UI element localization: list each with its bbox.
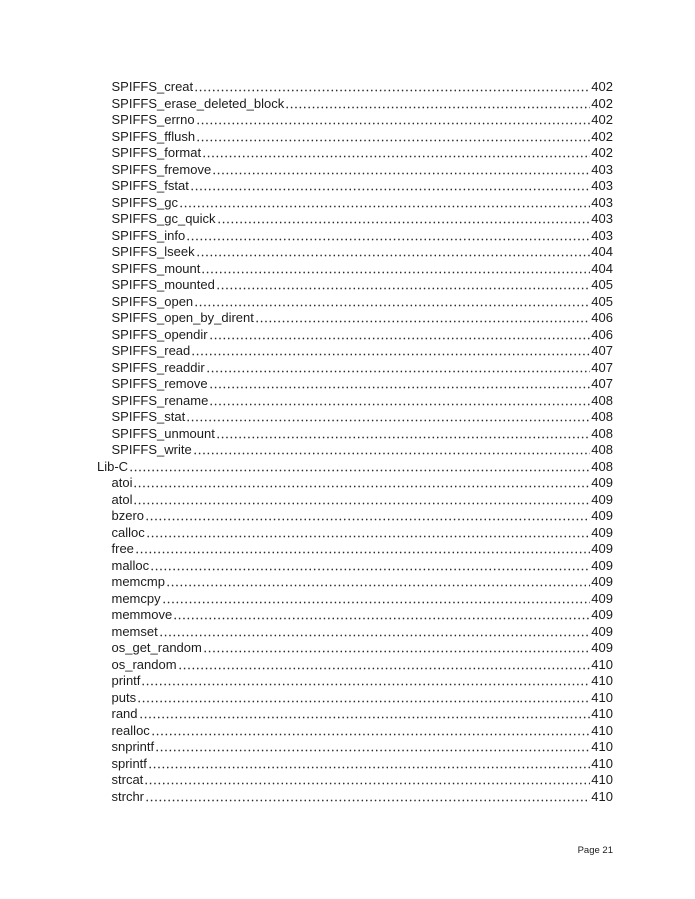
dot-leader: [255, 310, 590, 327]
toc-entry[interactable]: [97, 96, 613, 113]
toc-entry[interactable]: [97, 393, 613, 410]
toc-entry-label: SPIFFS_lseek: [111, 244, 195, 259]
table-of-contents: [97, 79, 613, 805]
toc-entry-label: os_random: [111, 656, 177, 672]
toc-entry-label: malloc: [111, 557, 150, 573]
toc-entry-page-number: 402: [591, 95, 613, 111]
toc-entry[interactable]: [97, 706, 613, 723]
toc-entry-page-number: 409: [591, 475, 613, 490]
toc-entry-page-number: 405: [591, 293, 613, 309]
toc-entry-label: atoi: [111, 475, 133, 490]
toc-entry-page-number: 403: [591, 161, 613, 177]
toc-entry-label: SPIFFS_rename: [111, 392, 209, 408]
toc-entry-label: memset: [111, 623, 158, 639]
dot-leader: [186, 409, 590, 426]
dot-leader: [145, 508, 590, 525]
toc-entry-page-number: 409: [591, 640, 613, 655]
toc-entry-label: SPIFFS_open_by_dirent: [111, 310, 254, 325]
toc-entry-page-number: 407: [591, 359, 613, 375]
toc-entry-page-number: 403: [591, 227, 613, 243]
dot-leader: [209, 376, 591, 393]
toc-entry-label: free: [111, 541, 134, 556]
toc-entry-label: SPIFFS_creat: [111, 79, 194, 94]
toc-entry-page-number: 410: [591, 788, 613, 804]
toc-entry[interactable]: [97, 409, 613, 426]
toc-entry-label: SPIFFS_fremove: [111, 161, 212, 177]
toc-entry[interactable]: [97, 739, 613, 756]
toc-entry-label: memcmp: [111, 574, 165, 589]
toc-entry-page-number: 403: [591, 178, 613, 193]
dot-leader: [129, 459, 590, 476]
dot-leader: [194, 79, 590, 96]
toc-entry-page-number: 408: [591, 409, 613, 424]
toc-entry[interactable]: [97, 657, 613, 674]
dot-leader: [144, 772, 590, 789]
toc-entry[interactable]: [97, 129, 613, 146]
toc-entry-page-number: 407: [591, 343, 613, 358]
dot-leader: [133, 475, 590, 492]
toc-entry[interactable]: [97, 673, 613, 690]
toc-entry[interactable]: [97, 228, 613, 245]
toc-entry-page-number: 406: [591, 310, 613, 325]
toc-entry-label: SPIFFS_fstat: [111, 178, 189, 193]
toc-entry[interactable]: [97, 492, 613, 509]
toc-entry[interactable]: [97, 195, 613, 212]
dot-leader: [216, 277, 590, 294]
toc-entry-label: printf: [111, 673, 141, 688]
toc-entry-page-number: 406: [591, 326, 613, 342]
toc-entry-page-number: 402: [591, 112, 613, 127]
toc-entry-page-number: 410: [591, 673, 613, 688]
toc-entry-page-number: 404: [591, 260, 613, 276]
toc-entry-label: calloc: [111, 524, 145, 540]
toc-entry[interactable]: [97, 624, 613, 641]
dot-leader: [212, 162, 590, 179]
toc-entry-label: sprintf: [111, 755, 147, 771]
toc-entry-label: SPIFFS_errno: [111, 112, 195, 127]
toc-entry[interactable]: [97, 178, 613, 195]
dot-leader: [209, 327, 591, 344]
toc-entry[interactable]: [97, 723, 613, 740]
dot-leader: [173, 607, 590, 624]
toc-entry-page-number: 409: [591, 541, 613, 556]
toc-entry-page-number: 408: [591, 458, 613, 474]
toc-entry-page-number: 410: [591, 755, 613, 771]
toc-entry-label: memcpy: [111, 590, 161, 606]
toc-entry[interactable]: [97, 162, 613, 179]
dot-leader: [141, 673, 590, 690]
dot-leader: [148, 756, 590, 773]
dot-leader: [201, 261, 590, 278]
toc-entry[interactable]: [97, 607, 613, 624]
dot-leader: [150, 558, 590, 575]
toc-entry[interactable]: [97, 310, 613, 327]
toc-entry[interactable]: [97, 327, 613, 344]
toc-entry[interactable]: [97, 376, 613, 393]
toc-entry-page-number: 407: [591, 376, 613, 391]
toc-entry-label: SPIFFS_readdir: [111, 359, 205, 375]
toc-entry-label: SPIFFS_opendir: [111, 326, 208, 342]
toc-entry[interactable]: [97, 690, 613, 707]
toc-entry[interactable]: [97, 640, 613, 657]
toc-entry[interactable]: [97, 277, 613, 294]
dot-leader: [133, 492, 590, 509]
toc-entry[interactable]: [97, 244, 613, 261]
toc-entry[interactable]: [97, 343, 613, 360]
toc-entry-page-number: 402: [591, 145, 613, 160]
toc-entry-page-number: 402: [591, 79, 613, 94]
toc-entry-page-number: 408: [591, 392, 613, 408]
dot-leader: [137, 690, 590, 707]
dot-leader: [196, 244, 591, 261]
toc-entry-page-number: 410: [591, 689, 613, 705]
toc-entry-label: SPIFFS_format: [111, 145, 202, 160]
dot-leader: [151, 723, 591, 740]
dot-leader: [179, 195, 590, 212]
toc-entry-label: bzero: [111, 508, 145, 523]
toc-entry[interactable]: [97, 508, 613, 525]
toc-entry-page-number: 403: [591, 194, 613, 210]
toc-entry-page-number: 409: [591, 574, 613, 589]
dot-leader: [155, 739, 590, 756]
toc-entry[interactable]: [97, 591, 613, 608]
toc-entry-label: SPIFFS_stat: [111, 409, 186, 424]
toc-entry-page-number: 410: [591, 722, 613, 738]
toc-entry-label: SPIFFS_mount: [111, 260, 201, 276]
dot-leader: [196, 112, 591, 129]
toc-entry-label: SPIFFS_write: [111, 442, 192, 457]
dot-leader: [209, 393, 590, 410]
toc-entry-label: strcat: [111, 772, 144, 787]
toc-entry-label: os_get_random: [111, 640, 202, 655]
toc-entry-label: SPIFFS_read: [111, 343, 191, 358]
dot-leader: [162, 591, 591, 608]
toc-entry-page-number: 404: [591, 244, 613, 259]
dot-leader: [217, 211, 591, 228]
toc-entry-page-number: 410: [591, 656, 613, 672]
toc-entry[interactable]: [97, 558, 613, 575]
toc-entry-page-number: 410: [591, 739, 613, 754]
toc-entry-label: SPIFFS_fflush: [111, 128, 196, 144]
toc-entry-page-number: 409: [591, 508, 613, 523]
toc-entry-page-number: 409: [591, 623, 613, 639]
toc-entry-label: atol: [111, 491, 133, 507]
toc-entry-page-number: 410: [591, 706, 613, 721]
toc-entry[interactable]: [97, 145, 613, 162]
toc-entry-page-number: 410: [591, 772, 613, 787]
toc-entry[interactable]: [97, 756, 613, 773]
dot-leader: [145, 789, 590, 806]
toc-entry[interactable]: [97, 574, 613, 591]
toc-entry[interactable]: [97, 211, 613, 228]
toc-entry[interactable]: [97, 525, 613, 542]
dot-leader: [194, 294, 590, 311]
toc-entry-label: SPIFFS_erase_deleted_block: [111, 95, 285, 111]
toc-entry-page-number: 402: [591, 128, 613, 144]
dot-leader: [203, 640, 590, 657]
toc-entry-label: rand: [111, 706, 138, 721]
toc-entry-page-number: 403: [591, 211, 613, 226]
toc-entry[interactable]: [97, 294, 613, 311]
dot-leader: [139, 706, 591, 723]
toc-entry[interactable]: [97, 442, 613, 459]
toc-entry-label: SPIFFS_mounted: [111, 277, 215, 292]
toc-entry-page-number: 409: [591, 590, 613, 606]
toc-entry[interactable]: [97, 541, 613, 558]
dot-leader: [202, 145, 590, 162]
page-footer: Page 21: [577, 845, 613, 856]
toc-entry-label: SPIFFS_remove: [111, 376, 208, 391]
toc-entry[interactable]: [97, 112, 613, 129]
toc-entry-label: SPIFFS_gc_quick: [111, 211, 216, 226]
toc-entry[interactable]: [97, 426, 613, 443]
dot-leader: [190, 178, 590, 195]
toc-entry-page-number: 408: [591, 425, 613, 441]
toc-entry[interactable]: [97, 360, 613, 377]
toc-entry-label: snprintf: [111, 739, 155, 754]
toc-entry-page-number: 405: [591, 277, 613, 292]
toc-entry[interactable]: [97, 459, 613, 476]
dot-leader: [178, 657, 591, 674]
toc-entry-page-number: 409: [591, 607, 613, 622]
toc-entry-label: memmove: [111, 607, 173, 622]
dot-leader: [285, 96, 590, 113]
toc-entry-label: puts: [111, 689, 137, 705]
toc-entry-page-number: 409: [591, 557, 613, 573]
toc-entry-label: realloc: [111, 722, 150, 738]
toc-entry[interactable]: [97, 475, 613, 492]
dot-leader: [166, 574, 590, 591]
dot-leader: [186, 228, 590, 245]
toc-entry-page-number: 408: [591, 442, 613, 457]
toc-entry[interactable]: [97, 261, 613, 278]
toc-entry[interactable]: [97, 789, 613, 806]
toc-entry-label: Lib-C: [97, 458, 129, 474]
toc-entry-label: SPIFFS_open: [111, 293, 194, 309]
toc-entry-page-number: 409: [591, 491, 613, 507]
toc-entry[interactable]: [97, 79, 613, 96]
dot-leader: [159, 624, 591, 641]
dot-leader: [206, 360, 591, 377]
dot-leader: [196, 129, 590, 146]
dot-leader: [135, 541, 590, 558]
dot-leader: [216, 426, 590, 443]
dot-leader: [193, 442, 591, 459]
toc-entry-label: SPIFFS_unmount: [111, 425, 215, 441]
toc-entry-label: strchr: [111, 788, 144, 804]
toc-entry[interactable]: [97, 772, 613, 789]
dot-leader: [191, 343, 590, 360]
toc-entry-page-number: 409: [591, 524, 613, 540]
toc-entry-label: SPIFFS_gc: [111, 194, 178, 210]
dot-leader: [146, 525, 591, 542]
toc-entry-label: SPIFFS_info: [111, 227, 186, 243]
